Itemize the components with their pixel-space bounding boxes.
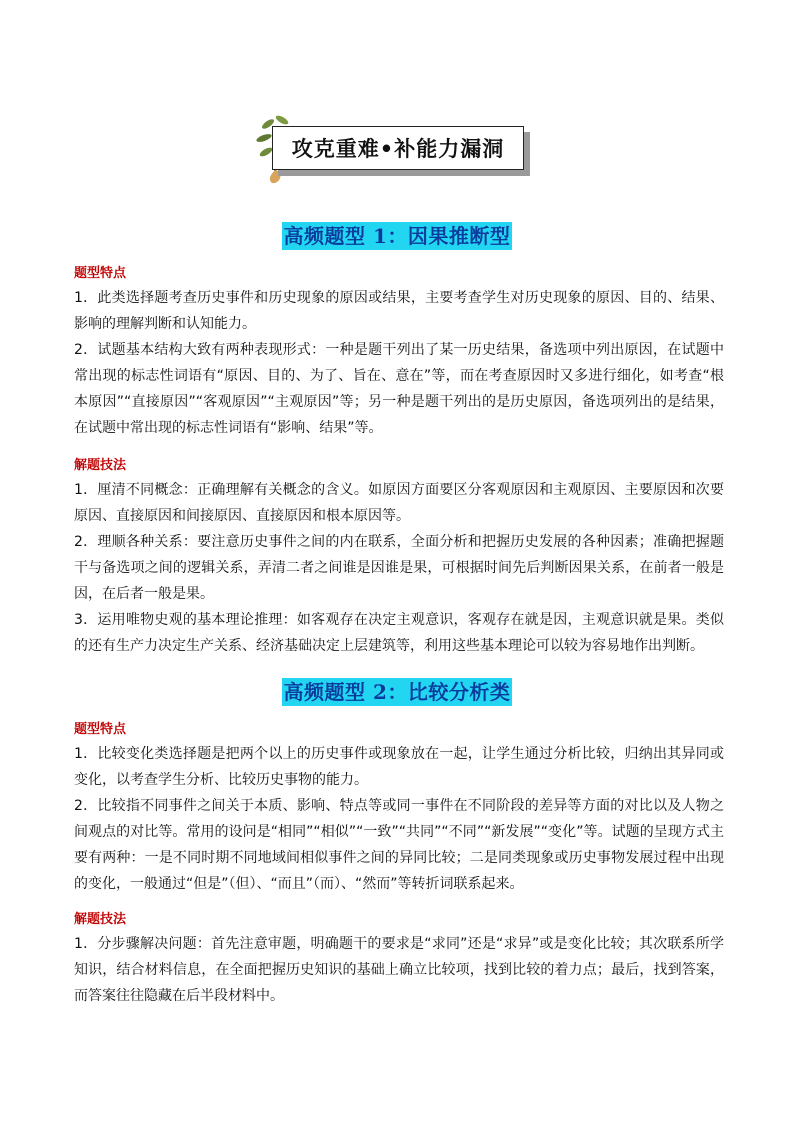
- section1-method-2: 2．理顺各种关系：要注意历史事件之间的内在联系，全面分析和把握历史发展的各种因素；准确把握题干与备选项之间的逻辑关系，弄清二者之间谁是因谁是果，可根据时间先后判断因果关系，在前者一般是因，在后者一般是果。: [74, 534, 724, 602]
- section2-methods-label: 解题技法: [74, 912, 127, 927]
- section2-features-label: 题型特点: [74, 722, 127, 737]
- section1-method-1: 1．厘清不同概念：正确理解有关概念的含义。如原因方面要区分客观原因和主观原因、主要原因和次要原因、直接原因和间接原因、直接原因和根本原因等。: [74, 482, 724, 524]
- section1-features-label: 题型特点: [74, 266, 127, 281]
- section1-heading: 高频题型 1：因果推断型: [283, 224, 511, 248]
- section1-feature-1: 1．此类选择题考查历史事件和历史现象的原因或结果，主要考查学生对历史现象的原因、目的、结果、影响的理解判断和认知能力。: [74, 290, 724, 332]
- banner-title: 攻克重难•补能力漏洞: [272, 126, 524, 170]
- section2-method-1: 1．分步骤解决问题：首先注意审题，明确题干的要求是“求同”还是“求异”或是变化比较；其次联系所学知识，结合材料信息，在全面把握历史知识的基础上确立比较项，找到比较的着力点；最后，找到答案，而答案往往隐藏在后半段材料中。: [74, 936, 724, 1004]
- section2-feature-1: 1．比较变化类选择题是把两个以上的历史事件或现象放在一起，让学生通过分析比较，归纳出其异同或变化，以考查学生分析、比较历史事物的能力。: [74, 746, 724, 788]
- section1-methods-label: 解题技法: [74, 458, 127, 473]
- section1-method-3: 3．运用唯物史观的基本理论推理：如客观存在决定主观意识，客观存在就是因，主观意识就是果。类似的还有生产力决定生产关系、经济基础决定上层建筑等，利用这些基本理论可以较为容易地作出判断。: [74, 612, 724, 654]
- section2-feature-2: 2．比较指不同事件之间关于本质、影响、特点等或同一事件在不同阶段的差异等方面的对比以及人物之间观点的对比等。常用的设问是“相同”“相似”“一致”“共同”“不同”“新发展”“变化”等。试题的呈现方式主要有两种：一是不同时期不同地域间相似事件之间的异同比较；二是同类现象或历史事物发展过程中出现的变化，一般通过“但是”（但）、“而且”（而）、“然而”等转折词联系起来。: [74, 798, 724, 892]
- section1-feature-2: 2．试题基本结构大致有两种表现形式：一种是题干列出了某一历史结果，备选项中列出原因，在试题中常出现的标志性词语有“原因、目的、为了、旨在、意在”等，而在考查原因时又多进行细化，如考查“根本原因”“直接原因”“客观原因”“主观原因”等；另一种是题干列出的是历史原因，备选项列出的是结果，在试题中常出现的标志性词语有“影响、结果”等。: [74, 342, 724, 436]
- section-banner: [252, 112, 534, 182]
- section2-heading: 高频题型 2：比较分析类: [283, 680, 511, 704]
